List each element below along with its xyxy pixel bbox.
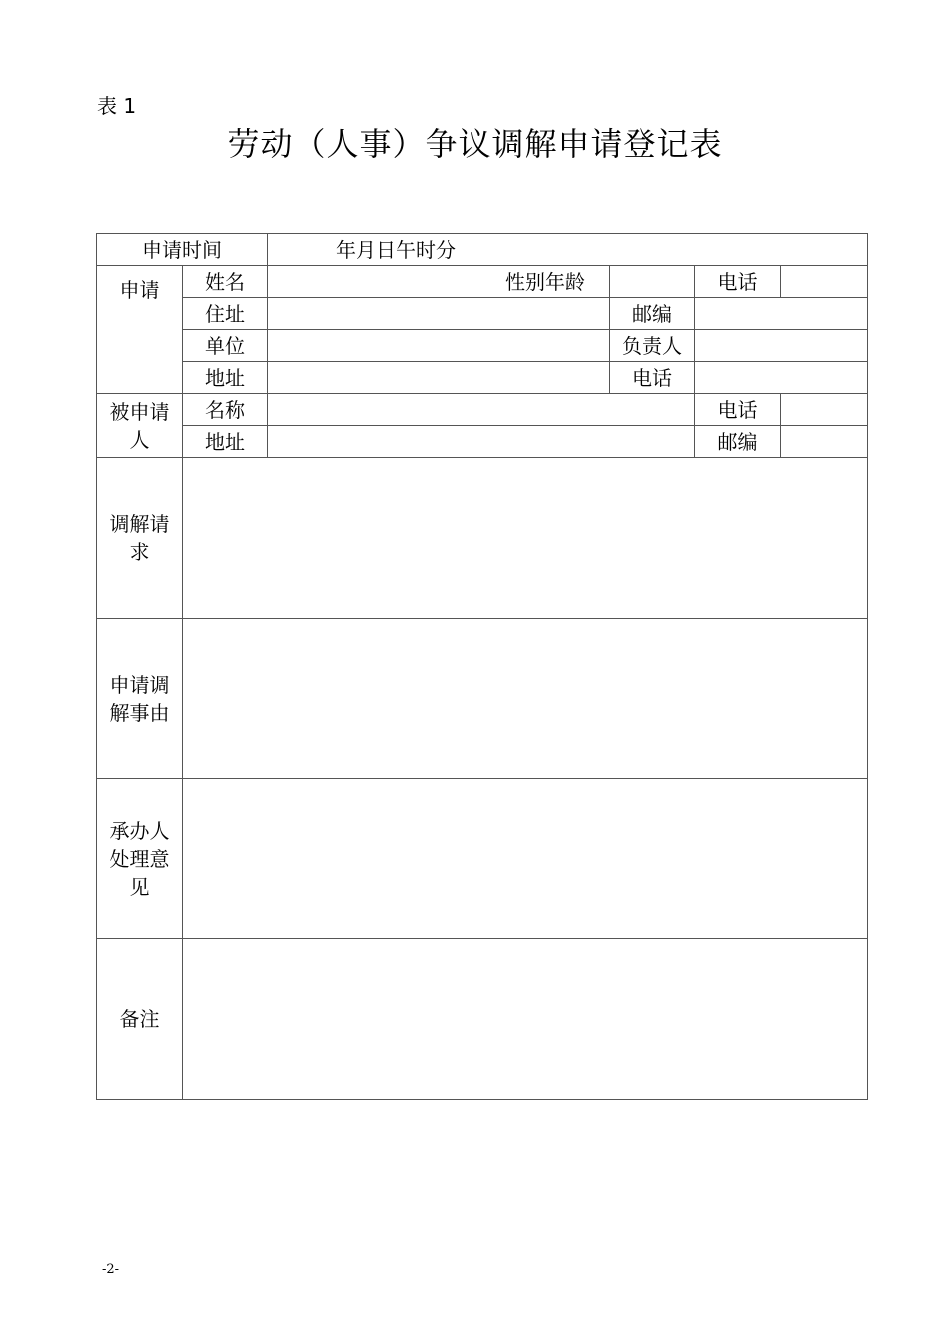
- applicant-unit-address-field[interactable]: [268, 362, 610, 394]
- mediation-request-field[interactable]: [183, 458, 868, 619]
- applicant-address-field[interactable]: [268, 298, 610, 330]
- mediation-reason-field[interactable]: [183, 619, 868, 779]
- applicant-address-label: 住址: [183, 298, 268, 330]
- remarks-row: [97, 939, 868, 1100]
- page-number: -2-: [102, 1262, 120, 1277]
- applicant-unit-phone-field[interactable]: [695, 362, 868, 394]
- respondent-postcode-field[interactable]: [781, 426, 868, 458]
- respondent-address-field[interactable]: [268, 426, 695, 458]
- applicant-unit-field[interactable]: [268, 330, 610, 362]
- mediation-reason-label: [97, 619, 183, 779]
- remarks-label: 备注: [97, 939, 183, 1100]
- applicant-address-row: [97, 298, 868, 330]
- applicant-postcode-label: 邮编: [610, 298, 695, 330]
- applicant-section-label: 申请: [97, 266, 183, 394]
- handler-opinion-line3: 见: [129, 874, 150, 899]
- respondent-address-label: 地址: [183, 426, 268, 458]
- applicant-name-label: 姓名: [183, 266, 268, 298]
- apply-time-row: [97, 234, 868, 266]
- table-label: 表 1: [97, 94, 137, 118]
- applicant-phone-label: 电话: [695, 266, 781, 298]
- applicant-gender-age-field[interactable]: [610, 266, 695, 298]
- handler-opinion-label: [97, 779, 183, 939]
- applicant-unit-address-label: 地址: [183, 362, 268, 394]
- respondent-phone-field[interactable]: [781, 394, 868, 426]
- applicant-unit-label: 单位: [183, 330, 268, 362]
- applicant-postcode-field[interactable]: [695, 298, 868, 330]
- applicant-gender-age-label: 性别年龄: [268, 266, 610, 298]
- handler-opinion-line1: 承办人: [109, 818, 170, 843]
- respondent-name-label: 名称: [183, 394, 268, 426]
- mediation-reason-row: [97, 619, 868, 779]
- respondent-name-row: [97, 394, 868, 426]
- respondent-label-line1: 被申请: [109, 399, 170, 424]
- handler-opinion-field[interactable]: [183, 779, 868, 939]
- applicant-name-row: [97, 266, 868, 298]
- respondent-name-field[interactable]: [268, 394, 695, 426]
- respondent-phone-label: 电话: [695, 394, 781, 426]
- apply-time-label: 申请时间: [97, 234, 268, 266]
- applicant-manager-field[interactable]: [695, 330, 868, 362]
- registration-form-table: [96, 233, 868, 1100]
- mediation-request-line1: 调解请: [109, 512, 170, 536]
- applicant-manager-label: 负责人: [610, 330, 695, 362]
- handler-opinion-row: [97, 779, 868, 939]
- mediation-request-row: [97, 458, 868, 619]
- mediation-reason-line1: 申请调: [109, 672, 170, 697]
- mediation-request-line2: 求: [129, 540, 150, 564]
- respondent-label-line2: 人: [129, 427, 150, 452]
- respondent-address-row: [97, 426, 868, 458]
- remarks-field[interactable]: [183, 939, 868, 1100]
- applicant-unit-row: [97, 330, 868, 362]
- applicant-unit-phone-label: 电话: [610, 362, 695, 394]
- mediation-request-label: [97, 458, 183, 619]
- form-title: 劳动（人事）争议调解申请登记表: [227, 125, 723, 163]
- mediation-reason-line2: 解事由: [109, 700, 170, 725]
- applicant-unit-address-row: [97, 362, 868, 394]
- applicant-phone-field[interactable]: [781, 266, 868, 298]
- respondent-section-label: [97, 394, 183, 458]
- handler-opinion-line2: 处理意: [109, 846, 170, 871]
- respondent-postcode-label: 邮编: [695, 426, 781, 458]
- apply-time-value[interactable]: 年月日午时分: [268, 234, 868, 266]
